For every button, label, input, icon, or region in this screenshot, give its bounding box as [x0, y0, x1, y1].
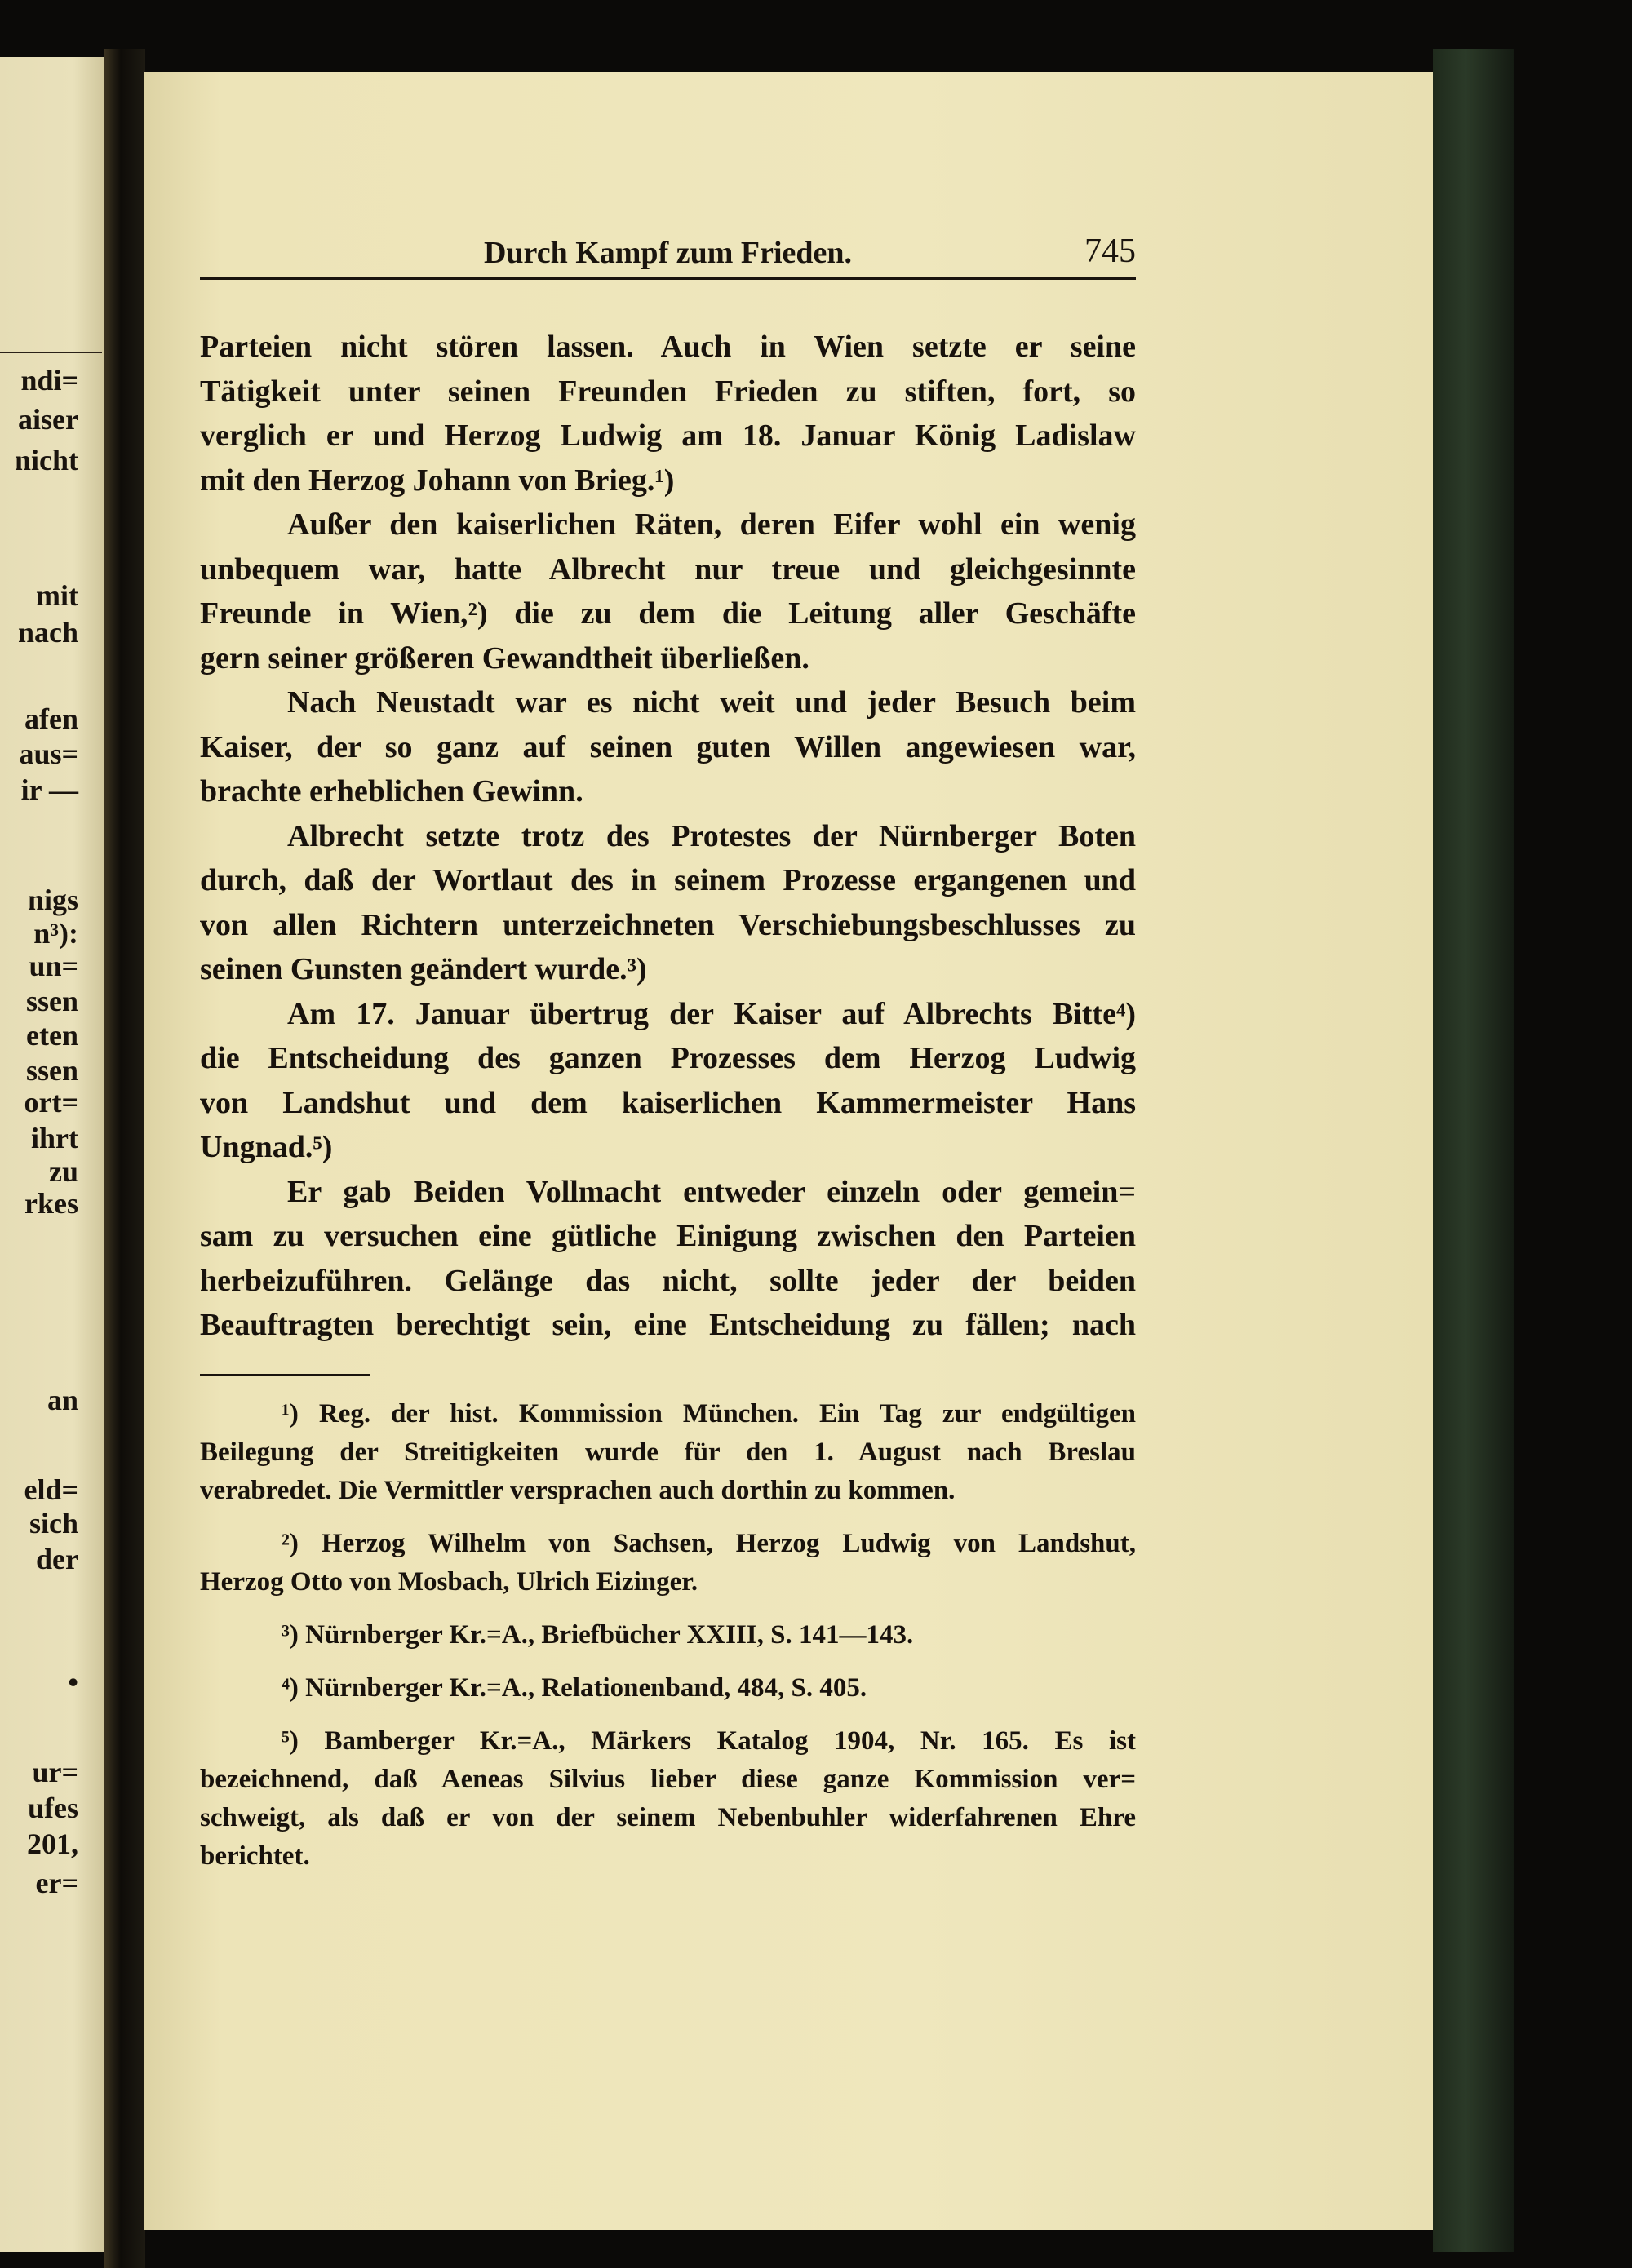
left-page-header-rule — [0, 352, 102, 353]
footnote-line: Beilegung der Streitigkeiten wurde für den 1. August nach Breslau — [200, 1437, 1136, 1467]
paragraph — [200, 814, 1136, 992]
footnote-line: ¹) Reg. der hist. Kommission München. Ein Tag zur endgültigen — [282, 1399, 1136, 1429]
footnote — [200, 1525, 1136, 1601]
body-line: herbeizuführen. Gelänge das nicht, sollte jeder der beiden — [200, 1263, 1136, 1298]
left-page-fragment: nigs — [27, 884, 78, 916]
body-line: gern seiner größeren Gewandtheit überließen. — [200, 640, 809, 676]
left-page-fragment: ufes — [28, 1792, 78, 1824]
left-page-fragment: ssen — [25, 985, 78, 1017]
left-page-fragment: ur= — [32, 1756, 78, 1788]
running-title: Durch Kampf zum Frieden. — [483, 236, 853, 270]
body-text — [200, 325, 1136, 1348]
body-line: die Entscheidung des ganzen Prozesses dem Herzog Ludwig — [200, 1041, 1136, 1075]
left-page-fragment: aiser — [18, 403, 78, 436]
book-gutter — [104, 49, 145, 2268]
footnote-line: verabredet. Die Vermittler versprachen auch dorthin zu kommen. — [200, 1476, 956, 1505]
left-page-fragment: zu — [49, 1155, 78, 1188]
left-page-fragment: ssen — [25, 1054, 78, 1087]
body-line: sam zu versuchen eine gütliche Einigung zwischen den Parteien — [200, 1219, 1136, 1253]
body-line: Am 17. Januar übertrug der Kaiser auf Albrechts Bitte⁴) — [287, 996, 1136, 1031]
footnote-line: schweigt, als daß er von der seinem Nebenbuhler widerfahrenen Ehre — [200, 1803, 1136, 1832]
left-page-fragment: • — [68, 1666, 78, 1699]
body-line: verglich er und Herzog Ludwig am 18. Januar König Ladislaw — [200, 419, 1136, 453]
left-page-fragment: mit — [36, 579, 78, 612]
body-line: durch, daß der Wortlaut des in seinem Prozesse ergangenen und — [200, 863, 1136, 897]
left-page-fragment: un= — [29, 950, 78, 982]
left-page-fragment: 201, — [27, 1827, 78, 1860]
left-page-fragment: ir — — [20, 773, 78, 806]
footnotes — [200, 1395, 1136, 1890]
body-line: Nach Neustadt war es nicht weit und jeder Besuch beim — [287, 685, 1136, 720]
body-line: Außer den kaiserlichen Räten, deren Eifer wohl ein wenig — [287, 507, 1136, 542]
left-page-fragment: nach — [17, 616, 78, 649]
left-page-fragment: rkes — [24, 1187, 78, 1220]
footnote — [200, 1395, 1136, 1510]
footnote-line: bezeichnend, daß Aeneas Silvius lieber diese ganze Kommission ver= — [200, 1765, 1136, 1794]
left-page-fragment: er= — [35, 1867, 78, 1899]
footnote-line: berichtet. — [200, 1841, 310, 1871]
left-page-fragment: aus= — [19, 738, 78, 770]
page-number: 745 — [1084, 233, 1136, 270]
footnote-line: ²) Herzog Wilhelm von Sachsen, Herzog Ludwig von Landshut, — [282, 1529, 1136, 1558]
body-line: Freunde in Wien,²) die zu dem die Leitung aller Geschäfte — [200, 596, 1136, 631]
left-page-fragment: nicht — [14, 444, 78, 476]
body-line: Er gab Beiden Vollmacht entweder einzeln oder gemein= — [287, 1174, 1136, 1209]
paragraph — [200, 325, 1136, 503]
body-line: Tätigkeit unter seinen Freunden Frieden zu stiften, fort, so — [200, 374, 1136, 409]
body-line: brachte erheblichen Gewinn. — [200, 774, 583, 808]
body-line: seinen Gunsten geändert wurde.³) — [200, 952, 647, 986]
footnote — [200, 1722, 1136, 1876]
left-page-fragment: ihrt — [31, 1122, 78, 1154]
paragraph — [200, 1170, 1136, 1348]
body-line: Ungnad.⁵) — [200, 1130, 333, 1164]
left-page-fragment: eld= — [24, 1473, 78, 1506]
body-line: Kaiser, der so ganz auf seinen guten Willen angewiesen war, — [200, 729, 1136, 764]
running-header — [200, 235, 1136, 276]
left-page-fragment: der — [36, 1543, 78, 1575]
body-line: von allen Richtern unterzeichneten Verschiebungsbeschlusses zu — [200, 907, 1136, 942]
left-page-fragment: ndi= — [20, 364, 78, 396]
left-page-fragment: an — [47, 1384, 78, 1416]
footnote-rule — [200, 1374, 370, 1376]
paragraph — [200, 992, 1136, 1170]
footnote-line: Herzog Otto von Mosbach, Ulrich Eizinger. — [200, 1567, 698, 1597]
body-line: unbequem war, hatte Albrecht nur treue und gleichgesinnte — [200, 551, 1136, 587]
paragraph — [200, 503, 1136, 680]
left-page-fragment: ort= — [24, 1086, 78, 1118]
body-line: von Landshut und dem kaiserlichen Kammermeister Hans — [200, 1085, 1136, 1120]
footnote — [200, 1669, 1136, 1708]
footnote-line: ⁴) Nürnberger Kr.=A., Relationenband, 484, S. 405. — [282, 1673, 867, 1703]
footnote-line: ⁵) Bamberger Kr.=A., Märkers Katalog 1904, Nr. 165. Es ist — [282, 1726, 1136, 1756]
body-line: Parteien nicht stören lassen. Auch in Wien setzte er seine — [200, 330, 1136, 364]
body-line: Beauftragten berechtigt sein, eine Entscheidung zu fällen; nach — [200, 1308, 1136, 1342]
footnote-line: ³) Nürnberger Kr.=A., Briefbücher XXIII, S. 141—143. — [282, 1620, 914, 1650]
body-line: mit den Herzog Johann von Brieg.¹) — [200, 463, 675, 498]
header-rule — [200, 277, 1136, 280]
left-page-fragment: afen — [24, 702, 78, 735]
left-page-fragment: n³): — [33, 917, 78, 950]
left-page-fragment: sich — [29, 1507, 78, 1539]
book-cover-edge — [1433, 49, 1514, 2252]
footnote — [200, 1616, 1136, 1654]
left-page-fragment: eten — [26, 1019, 78, 1052]
body-line: Albrecht setzte trotz des Protestes der Nürnberger Boten — [287, 818, 1136, 853]
paragraph — [200, 680, 1136, 814]
